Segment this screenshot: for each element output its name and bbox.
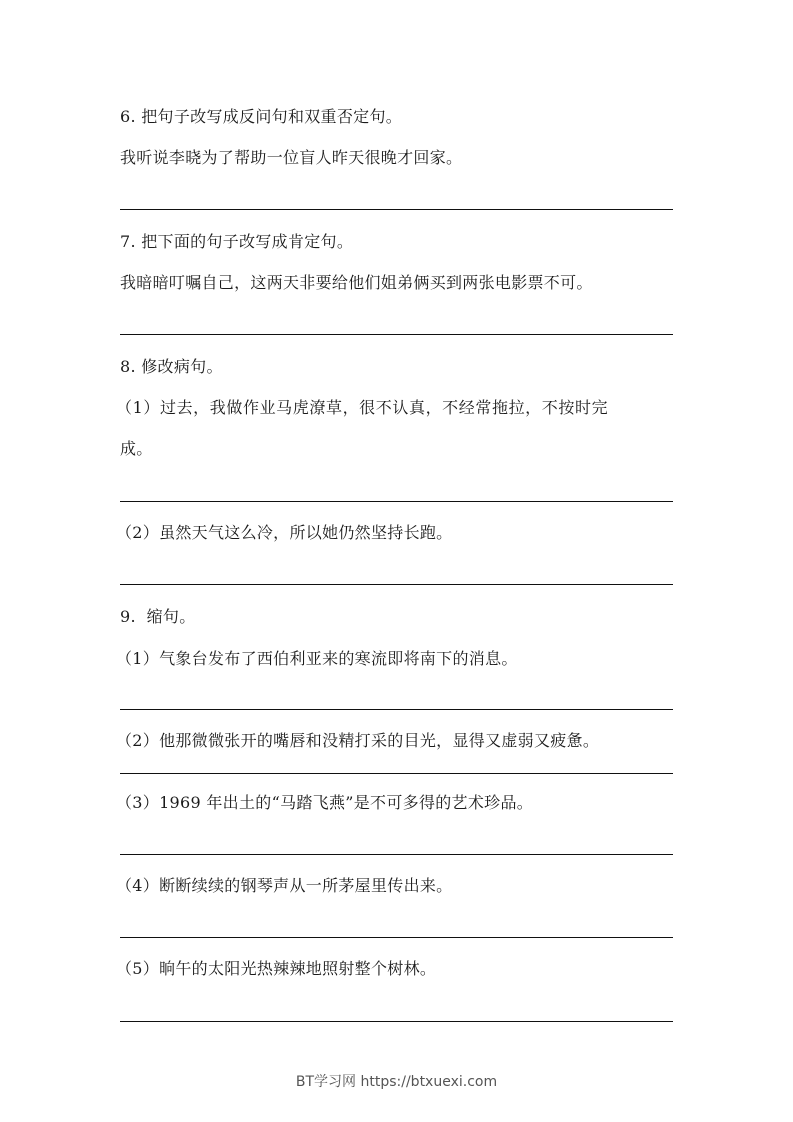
answer-line-9-5 bbox=[120, 1021, 673, 1022]
question-9-title: 9. 缩句。 bbox=[120, 607, 196, 626]
question-9-item-5: （5）晌午的太阳光热辣辣地照射整个树林。 bbox=[116, 959, 437, 978]
question-8-title: 8. 修改病句。 bbox=[120, 357, 223, 376]
question-9-item-4: （4）断断续续的钢琴声从一所茅屋里传出来。 bbox=[116, 876, 453, 895]
question-8-item-1: （1）过去，我做作业马虎潦草，很不认真，不经常拖拉，不按时完 bbox=[116, 398, 609, 417]
answer-line-8-2 bbox=[120, 584, 673, 585]
question-9-item-1: （1）气象台发布了西伯利亚来的寒流即将南下的消息。 bbox=[116, 649, 518, 668]
answer-line-8-1 bbox=[120, 501, 673, 502]
answer-line-7 bbox=[120, 334, 673, 335]
question-6-sentence: 我听说李晓为了帮助一位盲人昨天很晚才回家。 bbox=[120, 148, 463, 167]
question-8-item-1-continuation: 成。 bbox=[120, 439, 153, 458]
answer-line-6 bbox=[120, 209, 673, 210]
question-7-title: 7. 把下面的句子改写成肯定句。 bbox=[120, 232, 354, 251]
answer-line-9-3 bbox=[120, 854, 673, 855]
answer-line-9-2 bbox=[120, 773, 673, 774]
answer-line-9-1 bbox=[120, 709, 673, 710]
footer-watermark: BT学习网 https://btxuexi.com bbox=[295, 1074, 498, 1090]
question-9-item-2: （2）他那微微张开的嘴唇和没精打采的目光，显得又虚弱又疲惫。 bbox=[116, 731, 600, 750]
answer-line-9-4 bbox=[120, 937, 673, 938]
question-9-item-3: （3）1969 年出土的“马踏飞燕”是不可多得的艺术珍品。 bbox=[116, 793, 534, 812]
question-8-item-2: （2）虽然天气这么冷，所以她仍然坚持长跑。 bbox=[116, 523, 453, 542]
question-7-sentence: 我暗暗叮嘱自己，这两天非要给他们姐弟俩买到两张电影票不可。 bbox=[120, 273, 593, 292]
question-6-title: 6. 把句子改写成反问句和双重否定句。 bbox=[120, 107, 403, 126]
